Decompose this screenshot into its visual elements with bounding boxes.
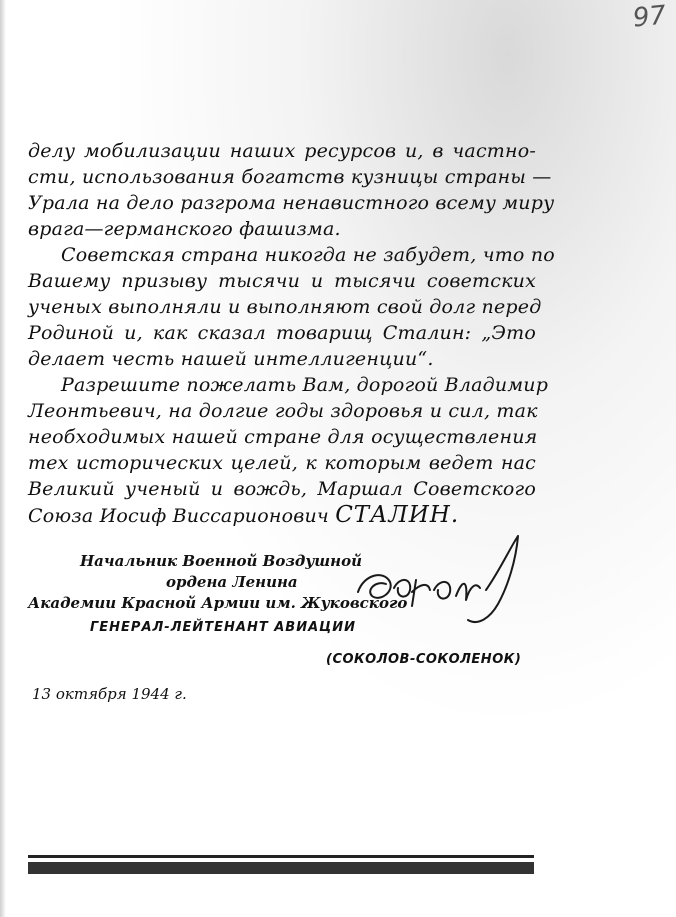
text-line: врага—германского фашизма.	[28, 218, 341, 240]
text-line: ученых выполняли и выполняют свой долг перед	[28, 296, 542, 318]
text-line: сти, использования богатств кузницы страны —	[28, 166, 552, 188]
handwritten-signature	[350, 530, 530, 640]
text-line: Урала на дело разгрома ненавистного всему миру	[28, 192, 555, 214]
signer-rank: ГЕНЕРАЛ-ЛЕЙТЕНАНТ АВИАЦИИ	[90, 620, 356, 635]
text-line: Леонтьевич, на долгие годы здоровья и сил, так	[28, 400, 538, 422]
signer-title-line-3: Академии Красной Армии им. Жуковского	[28, 594, 408, 612]
stalin-name: СТАЛИН.	[335, 502, 460, 528]
footer-rule-thin	[28, 855, 534, 858]
paragraph-1	[28, 138, 555, 242]
signer-title-line-1: Начальник Военной Воздушной	[80, 552, 363, 570]
footer-rule-thick	[28, 862, 534, 874]
text-line: Вашему призыву тысячи и тысячи советских	[28, 270, 536, 292]
page-edge-shadow	[0, 0, 6, 917]
text-line: Разрешите пожелать Вам, дорогой Владимир	[61, 374, 549, 396]
text-line: делает честь нашей интеллигенции“.	[28, 348, 434, 370]
text-line: тех исторических целей, к которым ведет нас	[28, 452, 536, 474]
final-line-text: Союза Иосиф Виссарионович	[28, 505, 336, 527]
text-line: Родиной и, как сказал товарищ Сталин: „Это	[28, 322, 536, 344]
paragraph-2	[28, 242, 555, 372]
signer-name: (СОКОЛОВ-СОКОЛЕНОК)	[326, 652, 522, 667]
text-line-final	[28, 502, 536, 529]
text-line: необходимых нашей стране для осуществления	[28, 426, 538, 448]
letter-body	[28, 138, 555, 529]
letter-date: 13 октября 1944 г.	[32, 685, 187, 703]
paragraph-3	[28, 372, 549, 529]
signer-title-line-2: ордена Ленина	[166, 573, 298, 591]
text-line: Советская страна никогда не забудет, что по	[61, 244, 555, 266]
text-line: делу мобилизации наших ресурсов и, в частно-	[28, 140, 536, 162]
page-number: 97	[631, 0, 668, 34]
text-line: Великий ученый и вождь, Маршал Советского	[28, 478, 536, 500]
